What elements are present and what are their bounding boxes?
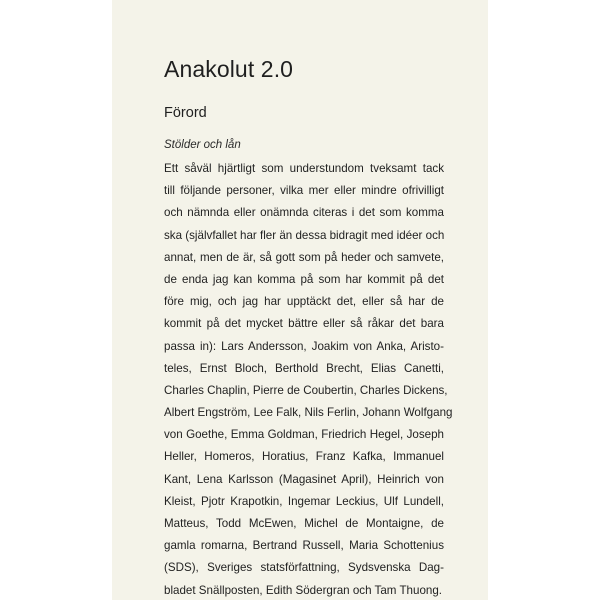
body-line: och nämnda eller onämnda citeras i det som komma bbox=[164, 206, 444, 220]
book-title: Anakolut 2.0 bbox=[164, 56, 294, 82]
body-line: Matteus, Todd McEwen, Michel de Montaigne, de bbox=[164, 517, 444, 530]
body-line: ska (självfallet har fler än dessa bidragit med idéer och bbox=[164, 228, 445, 242]
body-line: passa in): Lars Andersson, Joakim von Anka, Aristo- bbox=[164, 339, 444, 353]
body-paragraph bbox=[164, 158, 453, 602]
body-line: Albert Engström, Lee Falk, Nils Ferlin, Johann Wolfgang bbox=[164, 406, 453, 420]
body-line: Kant, Lena Karlsson (Magasinet April), Heinrich von bbox=[164, 472, 444, 486]
section-subtitle: Stölder och lån bbox=[164, 139, 241, 151]
body-line: Kleist, Pjotr Krapotkin, Ingemar Leckius, Ulf Lundell, bbox=[164, 494, 444, 508]
body-line: till följande personer, vilka mer eller mindre ofrivilligt bbox=[164, 184, 444, 198]
body-line: kommit på det mycket bättre eller så råkar det bara bbox=[164, 317, 444, 331]
body-line: teles, Ernst Bloch, Berthold Brecht, Elias Canetti, bbox=[164, 361, 444, 375]
section-heading: Förord bbox=[164, 105, 207, 121]
body-line: (SDS), Sveriges statsförfattning, Sydsvenska Dag- bbox=[164, 561, 444, 575]
body-line: gamla romarna, Bertrand Russell, Maria Schottenius bbox=[164, 539, 444, 553]
body-line: Ett såväl hjärtligt som understundom tveksamt tack bbox=[164, 162, 444, 175]
body-line: Heller, Homeros, Horatius, Franz Kafka, Immanuel bbox=[164, 450, 444, 464]
body-line: bladet Snällposten, Edith Södergran och Tam Thuong. bbox=[164, 583, 443, 597]
body-line: de enda jag kan komma på som har kommit på det bbox=[164, 272, 444, 286]
body-line: von Goethe, Emma Goldman, Friedrich Hegel, Joseph bbox=[164, 428, 444, 442]
body-line: före mig, och jag har upptäckt det, eller så har de bbox=[164, 295, 444, 309]
body-line: Charles Chaplin, Pierre de Coubertin, Charles Dickens, bbox=[164, 383, 448, 397]
book-page bbox=[112, 0, 488, 600]
body-line: annat, men de är, så gott som på heder och samvete, bbox=[164, 250, 444, 264]
